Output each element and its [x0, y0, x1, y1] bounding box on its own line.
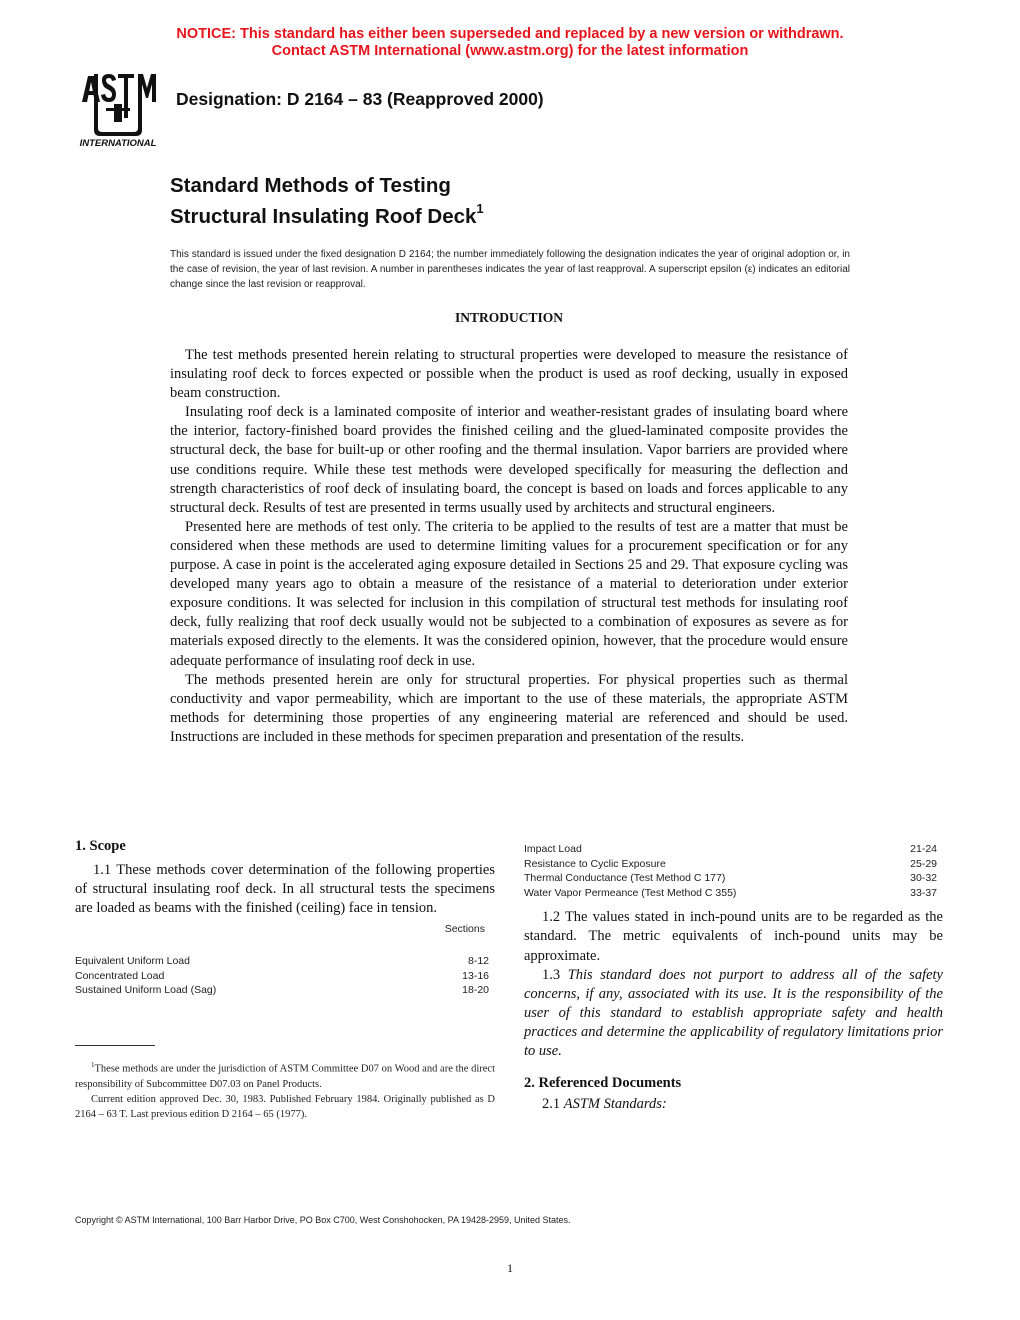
footnote	[75, 1058, 495, 1122]
sections-header: Sections	[444, 923, 485, 936]
footnote-divider	[75, 1045, 155, 1046]
page-number: 1	[507, 1261, 513, 1275]
table-row: Water Vapor Permeance (Test Method C 355) 33-37	[524, 886, 937, 899]
intro-paragraph: Insulating roof deck is a laminated composite of interior and weather-resistant grades of insulating board where the interior, factory-finished board provides the finished ceiling and the glued-laminated composite provides the structural deck, the base for built-up or other roofing and the thermal insulation. Vapor barriers are provided where use conditions require. While these test methods were developed specifically for measuring the deflection and strength characteristics of roof deck of insulating board, the concept is based on loads and forces applicable to any structural deck. Results of test are presented in terms usually used by architects and structural engineers.	[170, 404, 848, 516]
title-footnote-mark: 1	[476, 201, 484, 216]
scope-sections-table	[75, 922, 495, 998]
table-row: Thermal Conductance (Test Method C 177) 30-32	[524, 872, 937, 885]
referenced-documents-heading: 2. Referenced Documents	[524, 1075, 682, 1092]
copyright: Copyright © ASTM International, 100 Barr Harbor Drive, PO Box C700, West Conshohocken, PA 19428-2959, United States.	[75, 1215, 571, 1225]
intro-paragraph: Presented here are methods of test only. The criteria to be applied to the results of test are a matter that must be considered when these methods are used to determine limiting values for a procurement specification or for any purpose. A case in point is the accelerated aging exposure detailed in Sections 25 and 29. That exposure cycling was developed many years ago to obtain a measure of the resistance of a material to deterioration under exterior exposure conditions. It was selected for inclusion in this compilation of structural test methods for insulating roof deck, fully realizing that roof deck usually would not be subjected to a combination of exposures as severe as for materials exposed directly to the elements. It was the considered opinion, however, that the procedure would ensure adequate performance of insulating roof deck in use.	[170, 518, 848, 669]
title-line-1: Standard Methods of Testing	[170, 174, 451, 197]
footnote-text-2: Current edition approved Dec. 30, 1983. Published February 1984. Originally published as D 2164 – 63 T. Last previous edition D 2164 – 65 (1977).	[75, 1093, 495, 1120]
logo-label: INTERNATIONAL	[79, 138, 157, 149]
scope-paragraph-1-3: 1.3 This standard does not purport to address all of the safety concerns, if any, associated with its use. It is the responsibility of the user of this standard to establish appropriate safety and health practices and determine the applicability of regulatory limitations prior to use.	[524, 966, 943, 1060]
table-row: Impact Load 21-24	[524, 843, 937, 855]
issue-note: This standard is issued under the fixed designation D 2164; the number immediately following the designation indicates the year of original adoption or, in the case of revision, the year of last revision. A number in parentheses indicates the year of last reapproval. A superscript epsilon (ε) indicates an editorial change since the last revision or reapproval.	[170, 249, 850, 290]
footnote-mark: 1	[91, 1061, 95, 1069]
referenced-paragraph-2-1: 2.1 ASTM Standards:	[542, 1096, 667, 1113]
title-line-2: Structural Insulating Roof Deck	[170, 204, 477, 228]
withdrawal-notice	[0, 26, 1020, 60]
right-column	[524, 842, 943, 1114]
document-title	[170, 173, 484, 229]
notice-line-1: NOTICE: This standard has either been superseded and replaced by a new version or withdrawn.	[176, 26, 844, 42]
scope-heading: 1. Scope	[75, 838, 126, 854]
table-row: Sustained Uniform Load (Sag) 18-20	[75, 984, 489, 997]
astm-logo	[76, 72, 160, 150]
scope-sections-table-continued	[524, 842, 943, 900]
intro-paragraph: The test methods presented herein relating to structural properties were developed to measure the resistance of insulating roof deck to forces expected or possible when the product is used as roof decking, usually in exposed beam construction.	[170, 347, 848, 402]
left-column	[75, 838, 495, 998]
notice-line-2: Contact ASTM International (www.astm.org) for the latest information	[271, 43, 749, 59]
table-row: Resistance to Cyclic Exposure 25-29	[524, 857, 937, 870]
intro-paragraph: The methods presented herein are only for structural properties. For physical properties such as thermal conductivity and vapor permeability, which are important to the use of these materials, the appropriate ASTM methods for determining those properties of any engineering material are referenced and should be used. Instructions are included in these methods for specimen preparation and presentation of the results.	[170, 671, 848, 745]
introduction-heading: INTRODUCTION	[454, 310, 563, 325]
scope-paragraph-1-1: 1.1 These methods cover determination of the following properties of structural insulating roof deck. In all structural tests the specimens are loaded as beams with the finished (ceiling) face in tension.	[75, 862, 495, 917]
astm-logo-icon	[76, 72, 160, 150]
table-row: Equivalent Uniform Load 8-12	[75, 955, 489, 968]
introduction-body	[170, 346, 848, 747]
footnote-text-1: These methods are under the jurisdiction of ASTM Committee D07 on Wood and are the direct responsibility of Subcommittee D07.03 on Panel Products.	[75, 1063, 495, 1090]
table-row: Concentrated Load 13-16	[75, 969, 489, 982]
scope-paragraph-1-2: 1.2 The values stated in inch-pound units are to be regarded as the standard. The metric equivalents of inch-pound units may be approximate.	[524, 909, 943, 964]
designation: Designation: D 2164 – 83 (Reapproved 2000)	[176, 89, 544, 109]
